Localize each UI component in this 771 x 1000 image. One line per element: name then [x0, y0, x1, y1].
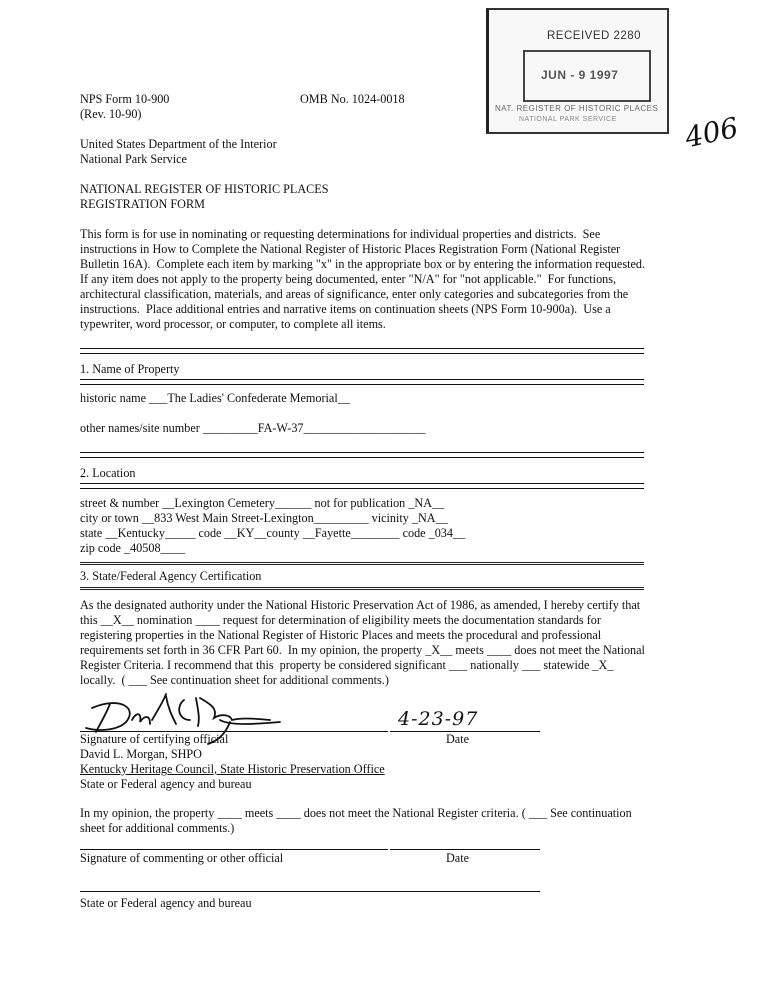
- comment-date-label: Date: [446, 851, 470, 865]
- stamp-office2: NATIONAL PARK SERVICE: [519, 116, 617, 123]
- intro-line-3: Bulletin 16A). Complete each item by marking "x" in the appropriate box or by entering the information requested.: [80, 257, 646, 271]
- opinion-line-2: sheet for additional comments.): [80, 821, 235, 835]
- divider: [80, 452, 644, 458]
- agency-label-2: State or Federal agency and bureau: [80, 896, 252, 910]
- cert-line-3: registering properties in the National Register of Historic Places and meets the procedural and professional: [80, 628, 602, 642]
- comment-date-line: [390, 849, 540, 850]
- comment-signature-label: Signature of commenting or other official: [80, 851, 284, 865]
- intro-line-2: instructions in How to Complete the National Register of Historic Places Registration Form (National Register: [80, 242, 621, 256]
- historic-name-field: historic name ___The Ladies' Confederate Memorial__: [80, 391, 350, 405]
- form-subtitle: REGISTRATION FORM: [80, 197, 205, 211]
- divider: [80, 379, 644, 385]
- agency-line: [80, 891, 540, 892]
- form-number: NPS Form 10-900: [80, 92, 170, 106]
- stamp-date: JUN - 9 1997: [541, 68, 619, 82]
- form-title: NATIONAL REGISTER OF HISTORIC PLACES: [80, 182, 329, 196]
- handwritten-number: 406: [682, 110, 742, 155]
- section-1-heading: 1. Name of Property: [80, 362, 180, 376]
- form-revision: (Rev. 10-90): [80, 107, 142, 121]
- certifying-agency: Kentucky Heritage Council, State Historic Preservation Office: [80, 762, 385, 776]
- department: United States Department of the Interior: [80, 137, 277, 151]
- street-field: street & number __Lexington Cemetery______ not for publication _NA__: [80, 496, 445, 510]
- agency-name: National Park Service: [80, 152, 187, 166]
- section-2-heading: 2. Location: [80, 466, 136, 480]
- intro-line-4: If any item does not apply to the property being documented, enter "N/A" for "not applicable." For functions,: [80, 272, 617, 286]
- cert-line-5: Register Criteria. I recommend that this property be considered significant ___ nationally ___ statewide _X_: [80, 658, 614, 672]
- received-stamp: [486, 8, 669, 134]
- signed-date: 4-23-97: [398, 708, 479, 730]
- divider: [80, 348, 644, 354]
- intro-line-5: architectural classification, materials, and areas of significance, enter only categories and subcategories from the: [80, 287, 629, 301]
- zip-field: zip code _40508____: [80, 541, 185, 555]
- other-names-field: other names/site number _________FA-W-37____________________: [80, 421, 426, 435]
- opinion-line-1: In my opinion, the property ____ meets ____ does not meet the National Register criteria. ( ___ See continuation: [80, 806, 632, 820]
- cert-line-1: As the designated authority under the National Historic Preservation Act of 1986, as amended, I hereby certify that: [80, 598, 641, 612]
- comment-signature-line: [80, 849, 388, 850]
- signature-label: Signature of certifying official: [80, 732, 229, 746]
- intro-line-7: typewriter, word processor, or computer, to complete all items.: [80, 317, 386, 331]
- certifying-official-name: David L. Morgan, SHPO: [80, 747, 202, 761]
- stamp-received-text: RECEIVED 2280: [547, 30, 642, 42]
- stamp-office: NAT. REGISTER OF HISTORIC PLACES: [495, 104, 659, 113]
- cert-line-6: locally. ( ___ See continuation sheet for additional comments.): [80, 673, 389, 687]
- cert-line-4: requirements set forth in 36 CFR Part 60. In my opinion, the property _X__ meets ____ does not meet the National: [80, 643, 645, 657]
- cert-line-2: this __X__ nomination ____ request for determination of eligibility meets the documentation standards for: [80, 613, 601, 627]
- city-field: city or town __833 West Main Street-Lexington_________ vicinity _NA__: [80, 511, 448, 525]
- divider: [80, 483, 644, 489]
- omb-number: OMB No. 1024-0018: [300, 92, 405, 106]
- intro-line-6: instructions. Place additional entries and narrative items on continuation sheets (NPS Form 10-900a). Use a: [80, 302, 611, 316]
- date-label: Date: [446, 732, 470, 746]
- intro-line-1: This form is for use in nominating or requesting determinations for individual properties and districts. See: [80, 227, 601, 241]
- agency-label: State or Federal agency and bureau: [80, 777, 252, 791]
- state-field: state __Kentucky_____ code __KY__county __Fayette________ code _034__: [80, 526, 466, 540]
- divider: [80, 587, 644, 590]
- section-3-heading: 3. State/Federal Agency Certification: [80, 569, 262, 583]
- divider: [80, 562, 644, 565]
